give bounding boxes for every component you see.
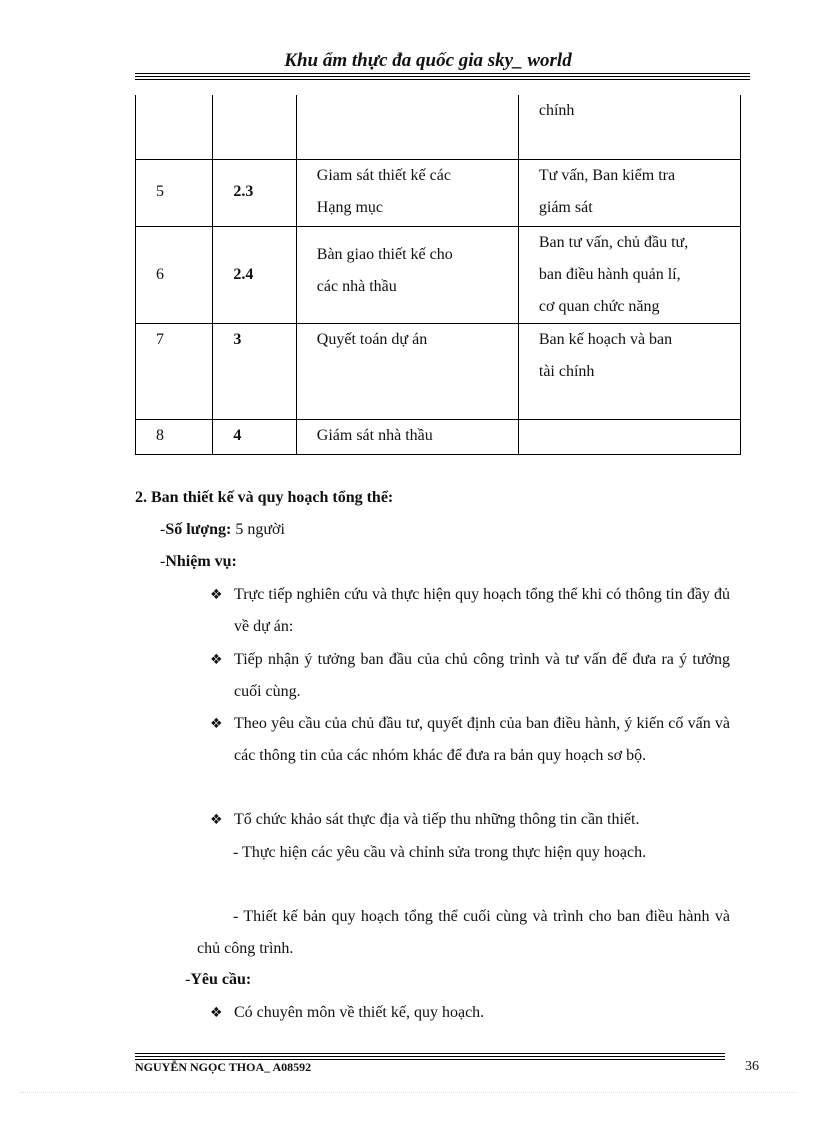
requirement-text: Có chuyên môn về thiết kế, quy hoạch.: [234, 1004, 485, 1021]
staff-count-line: [160, 518, 285, 542]
duty-text: Theo yêu cầu của chủ đầu tư, quyết định của ban điều hành, ý kiến cố vấn và các thông tin của các nhóm khác để đưa ra bản quy hoạch sơ bộ.: [234, 715, 730, 764]
dash: -: [160, 553, 166, 570]
task-code: [213, 95, 296, 159]
diamond-bullet-icon: ❖: [210, 1005, 223, 1021]
table-row: [136, 226, 741, 323]
task-name: Giam sát thiết kế các Hạng mục: [296, 159, 518, 226]
row-number: 6: [136, 226, 213, 323]
document-header-title: Khu ẩm thực đa quốc gia sky_ world: [284, 50, 572, 71]
staff-count-label: Số lượng:: [165, 521, 232, 538]
duties-heading: [160, 550, 237, 574]
page-edge-divider: [20, 1092, 796, 1093]
duty-text: Trực tiếp nghiên cứu và thực hiện quy hoạch tổng thể khi có thông tin đầy đủ về dự án:: [234, 586, 730, 635]
duty-text: Tổ chức khảo sát thực địa và tiếp thu những thông tin cần thiết.: [234, 811, 640, 828]
page-number: 36: [745, 1059, 759, 1074]
dash: -: [160, 521, 166, 538]
task-code: 3: [213, 323, 296, 419]
task-owner: Ban tư vấn, chủ đầu tư, ban điều hành quản lí, cơ quan chức năng: [518, 226, 740, 323]
task-owner: [518, 419, 740, 454]
task-name: Quyết toán dự án: [296, 323, 518, 419]
requirements-label: Yêu cầu:: [190, 971, 252, 988]
staff-count-value: 5 người: [231, 521, 285, 538]
task-code: 2.4: [213, 226, 296, 323]
task-owner: chính: [518, 95, 740, 159]
dash: -: [185, 971, 191, 988]
task-table: [135, 95, 741, 455]
table-row: [136, 95, 741, 159]
task-code: 4: [213, 419, 296, 454]
row-number: [136, 95, 213, 159]
task-name: Giám sát nhà thầu: [296, 419, 518, 454]
duties-label: Nhiệm vụ:: [165, 553, 237, 570]
section-heading: 2. Ban thiết kế và quy hoạch tổng thể:: [135, 489, 394, 506]
duty-paragraph: - Thiết kế bản quy hoạch tổng thể cuối cùng và trình cho ban điều hành và chủ công trình.: [197, 908, 730, 957]
table-row: [136, 323, 741, 419]
duty-item: [210, 579, 730, 643]
duty-text: Tiếp nhận ý tưởng ban đầu của chủ công trình và tư vấn để đưa ra ý tưởng cuối cùng.: [234, 651, 730, 700]
task-name: Bàn giao thiết kế cho các nhà thầu: [296, 226, 518, 323]
diamond-bullet-icon: ❖: [210, 812, 223, 828]
diamond-bullet-icon: ❖: [210, 587, 223, 603]
requirement-item: [210, 997, 730, 1029]
task-code: 2.3: [213, 159, 296, 226]
header-rule: [135, 76, 750, 77]
task-name: [296, 95, 518, 159]
diamond-bullet-icon: ❖: [210, 716, 223, 732]
diamond-bullet-icon: ❖: [210, 652, 223, 668]
row-number: 8: [136, 419, 213, 454]
footer-rule: [135, 1056, 725, 1057]
table-row: [136, 159, 741, 226]
duty-paragraph: - Thực hiện các yêu cầu và chỉnh sửa trong thực hiện quy hoạch.: [233, 844, 647, 861]
footer-author: NGUYỄN NGỌC THOA_ A08592: [135, 1060, 312, 1074]
row-number: 7: [136, 323, 213, 419]
table-row: [136, 419, 741, 454]
header-rule: [135, 73, 750, 74]
requirements-heading: [185, 968, 251, 992]
footer-rule: [135, 1053, 725, 1054]
task-owner: Tư vấn, Ban kiểm tra giám sát: [518, 159, 740, 226]
header-rule: [135, 79, 750, 80]
row-number: 5: [136, 159, 213, 226]
duty-item: [210, 708, 730, 772]
duty-item: [210, 644, 730, 708]
duty-item: [210, 804, 730, 836]
task-owner: Ban kế hoạch và ban tài chính: [518, 323, 740, 419]
